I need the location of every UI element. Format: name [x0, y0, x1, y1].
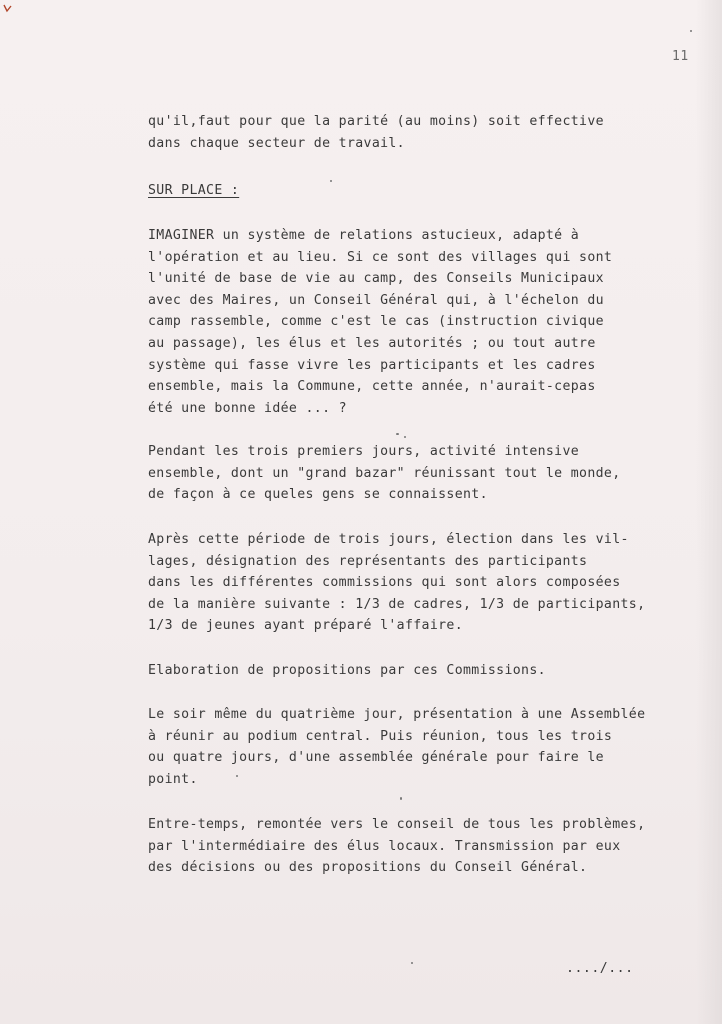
- paragraph-elections: Après cette période de trois jours, élection dans les vil- lages, désignation des représentants des participants dans les différentes commissions qui sont alors composées de la manière suivante : 1/3 de cadres, 1/3 de participants, 1/3 de jeunes ayant préparé l'affaire.: [148, 532, 646, 634]
- paragraph-commissions: Elaboration de propositions par ces Commissions.: [148, 663, 546, 678]
- paper-speck: [236, 775, 238, 777]
- section-heading-sur-place: SUR PLACE :: [148, 183, 240, 198]
- paper-speck: [396, 433, 399, 435]
- paper-edge-shadow: [696, 0, 722, 1024]
- corner-mark-icon: [2, 2, 14, 14]
- paragraph-assembly: Le soir même du quatrième jour, présentation à une Assemblée à réunir au podium central. Puis réunion, tous les trois ou quatre jours, d'une assemblée générale pour faire le point.: [148, 707, 646, 787]
- continuation-mark: ..../...: [566, 961, 634, 976]
- paper-speck: [690, 30, 692, 32]
- paragraph-first-days: Pendant les trois premiers jours, activité intensive ensemble, dont un "grand bazar" réunissant tout le monde, de façon à ce queles gens se connaissent.: [148, 444, 621, 503]
- paper-speck: [400, 797, 402, 800]
- paper-speck: [411, 962, 413, 964]
- page-number: 11: [672, 49, 689, 64]
- paper-speck: [404, 436, 406, 438]
- paragraph-parity: qu'il,faut pour que la parité (au moins) soit effective dans chaque secteur de travail.: [148, 114, 604, 151]
- paragraph-relations-system: IMAGINER un système de relations astucieux, adapté à l'opération et au lieu. Si ce sont des villages qui sont l'unité de base de vie au camp, des Conseils Municipaux avec des Maires, un Conseil Général qui, à l'échelon du camp rassemble, comme c'est le cas (instruction civique au passage), les élus et les autorités ; ou tout autre système qui fasse vivre les participants et les cadres ensemble, mais la Commune, cette année, n'aurait-cepas été une bonne idée ... ?: [148, 228, 613, 416]
- paper-speck: [330, 180, 332, 182]
- paragraph-meanwhile: Entre-temps, remontée vers le conseil de tous les problèmes, par l'intermédiaire des élus locaux. Transmission par eux des décisions ou des propositions du Conseil Général.: [148, 817, 646, 876]
